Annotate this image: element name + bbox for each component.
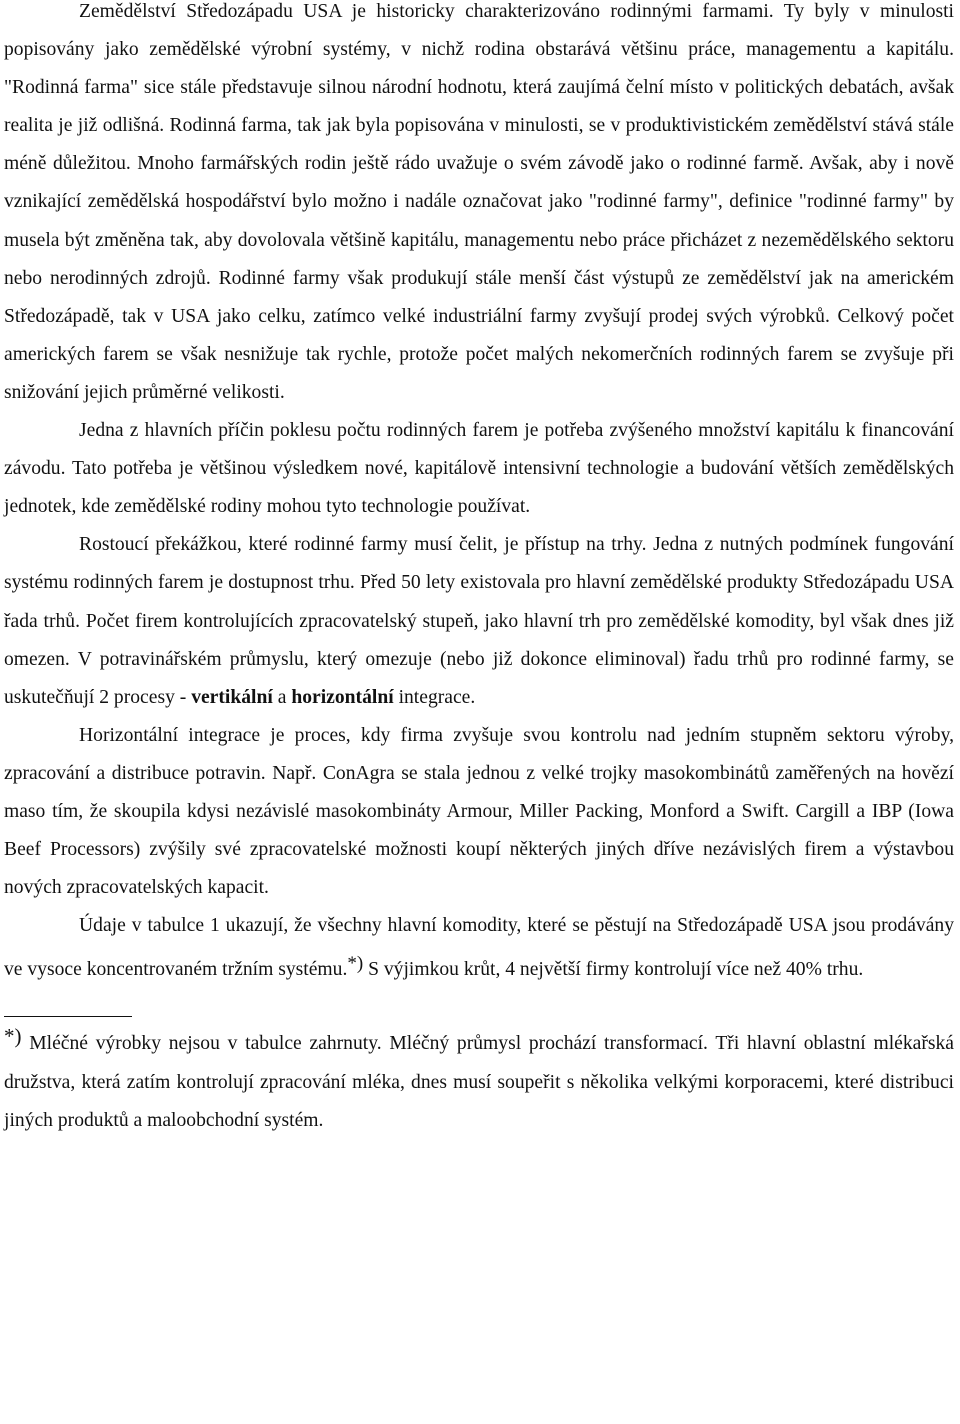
text-segment: Horizontální integrace je proces, kdy firma zvyšuje svou kontrolu nad jedním stupněm sektoru výroby, zpracování a distribuce potravin. Např. ConAgra se stala jednou z velké trojky masokombinátů zaměřených na hovězí maso tím, že skoupila kdysi nezávislé masokombináty Armour, Miller Packing, Monford a Swift. Cargill a IBP (Iowa Beef Processors) zvýšily své zpracovatelské možnosti koupí některých jiných dříve nezávislých firem a výstavbou nových zpracovatelských kapacit. (4, 724, 954, 899)
text-segment: integrace. (393, 686, 476, 708)
text-segment: Rostoucí překážkou, které rodinné farmy musí čelit, je přístup na trhy. Jedna z nutných podmínek fungování systému rodinných farem je dostupnost trhu. Před 50 lety existovala pro hlavní zemědělské produkty Středozápadu USA řada trhů. Počet firem kontrolujících zpracovatelský stupeň, jako hlavní trh pro zemědělské komodity, byl však dnes již omezen. V potravinářském průmyslu, který omezuje (nebo již dokonce eliminoval) řadu trhů pro rodinné farmy, se uskutečňují 2 procesy - (4, 534, 954, 708)
body-text (4, 0, 954, 989)
footnote-marker: *) (4, 1024, 22, 1049)
text-segment: Jedna z hlavních příčin poklesu počtu rodinných farem je potřeba zvýšeného množství kapitálu k financování závodu. Tato potřeba je většinou výsledkem nové, kapitálově intensivní technologie a budování větších zemědělských jednotek, kde zemědělské rodiny mohou tyto technologie používat. (4, 420, 954, 518)
paragraph-p4 (4, 717, 954, 907)
text-segment: a (272, 686, 292, 708)
footnote (4, 1017, 954, 1140)
emphasized-term: vertikální (191, 686, 273, 708)
text-segment: Zemědělství Středozápadu USA je historicky charakterizováno rodinnými farmami. Ty byly v minulosti popisovány jako zemědělské výrobní systémy, v nichž rodina obstarává většinu práce, managementu a kapitálu. "Rodinná farma" sice stále představuje silnou národní hodnotu, která zaujímá čelní místo v politických debatách, avšak realita je již odlišná. Rodinná farma, tak jak byla popisována v minulosti, se v produktivistickém zemědělství stává stále méně důležitou. Mnoho farmářských rodin ještě rádo uvažuje o svém závodě jako o rodinné farmě. Avšak, aby i nově vznikající zemědělská hospodářství bylo možno i nadále označovat jako "rodinné farmy", definice "rodinné farmy" by musela být změněna tak, aby dovolovala většině kapitálu, managementu nebo práce přicházet z nezemědělského sektoru nebo nerodinných zdrojů. Rodinné farmy však produkují stále menší část výstupů ze zemědělství jak na americkém Středozápadě, tak v USA jako celku, zatímco velké industriální farmy zvyšují prodej svých výrobků. Celkový počet amerických farem se však nesnižuje tak rychle, protože počet malých nekomerčních rodinných farem se zvyšuje při snižování jejich průměrné velikosti. (4, 1, 954, 403)
paragraph-p2 (4, 412, 954, 526)
footnote-paragraph (4, 1017, 954, 1140)
footnote-reference: *) (347, 953, 364, 975)
emphasized-term: horizontální (291, 686, 394, 708)
footnote-text: Mléčné výrobky nejsou v tabulce zahrnuty. Mléčný průmysl prochází transformací. Tři hlavní oblastní mlékařská družstva, která zatím kontrolují zpracování mléka, dnes musí soupeřit s několika velkými korporacemi, které distribuci jiných produktů a maloobchodní systém. (4, 1033, 954, 1131)
paragraph-p3 (4, 526, 954, 716)
paragraph-p1 (4, 0, 954, 412)
paragraph-p5 (4, 907, 954, 989)
text-segment: S výjimkou krůt, 4 největší firmy kontrolují více než 40% trhu. (363, 959, 864, 981)
text-segment: Údaje v tabulce 1 ukazují, že všechny hlavní komodity, které se pěstují na Středozápadě USA jsou prodávány ve vysoce koncentrovaném tržním systému. (4, 915, 954, 981)
